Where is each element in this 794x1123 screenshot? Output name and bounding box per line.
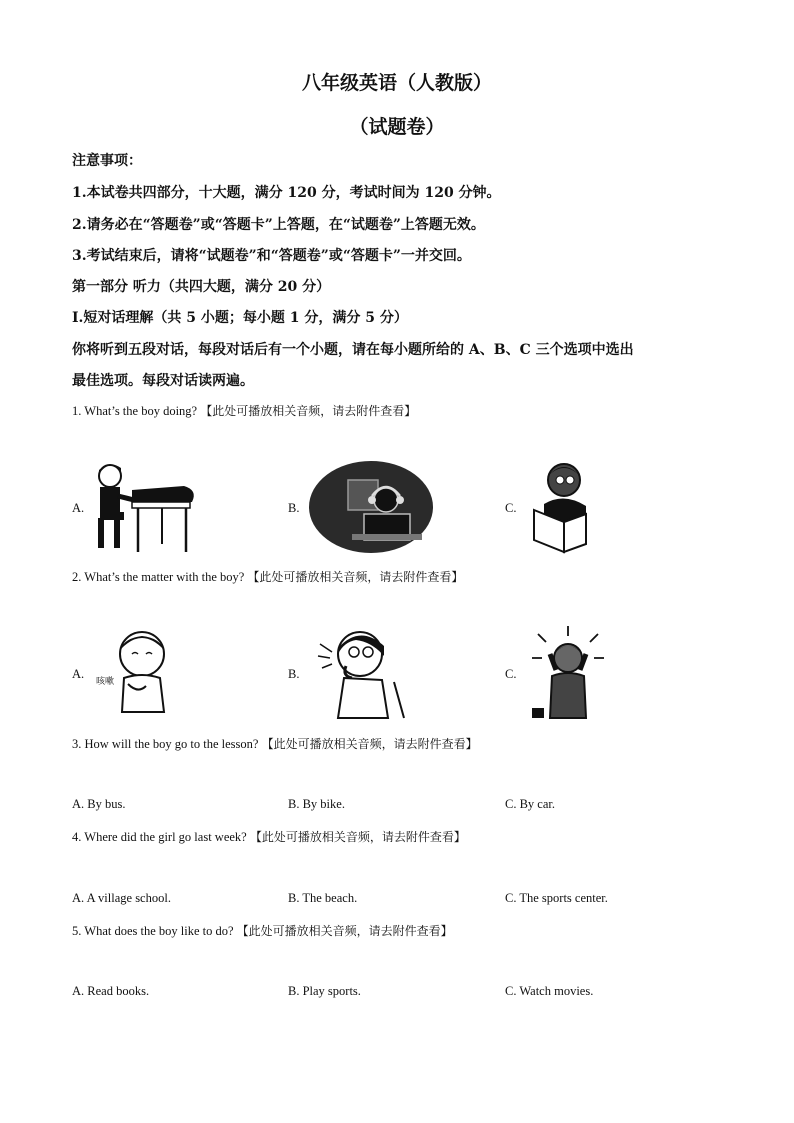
question-stem: 3. How will the boy go to the lesson?	[72, 737, 259, 751]
question-1	[72, 402, 416, 419]
boy-with-headphones-image	[308, 460, 434, 554]
page-title: 八年级英语（人教版）	[301, 72, 492, 94]
q5-option-c: C. Watch movies.	[505, 984, 594, 998]
boy-with-headache-image	[528, 624, 608, 720]
question-stem: 4. Where did the girl go last week?	[72, 830, 247, 844]
q1-option-c-label: C.	[505, 501, 517, 515]
q4-option-b: B. The beach.	[288, 891, 358, 905]
question-4	[72, 828, 466, 845]
instruction-line-2: 最佳选项。每段对话读两遍。	[72, 373, 254, 389]
audio-note[interactable]: 【此处可播放相关音频，请去附件查看】	[247, 570, 464, 584]
notice-item-2: 2.请务必在“答题卷”或“答题卡”上答题，在“试题卷”上答题无效。	[72, 217, 485, 233]
question-stem: 1. What’s the boy doing?	[72, 404, 198, 418]
q2-option-b-label: B.	[288, 667, 300, 681]
question-3	[72, 735, 478, 752]
question-2	[72, 568, 463, 585]
q2-option-a-label: A.	[72, 667, 85, 681]
cough-text: 咳嗽	[96, 677, 115, 687]
notice-item-1: 1.本试卷共四部分，十大题，满分 120 分，考试时间为 120 分钟。	[72, 185, 501, 201]
q5-option-b: B. Play sports.	[288, 984, 361, 998]
notice-item-3: 3.考试结束后，请将“试题卷”和“答题卷”或“答题卡”一并交回。	[72, 248, 471, 264]
q1-option-a-label: A.	[72, 501, 85, 515]
audio-note[interactable]: 【此处可播放相关音频，请去附件查看】	[200, 404, 417, 418]
q2-option-c-label: C.	[505, 667, 517, 681]
question-stem: 2. What’s the matter with the boy?	[72, 570, 245, 584]
audio-note[interactable]: 【此处可播放相关音频，请去附件查看】	[236, 924, 453, 938]
instruction-line-1: 你将听到五段对话，每段对话后有一个小题，请在每小题所给的 A、B、C 三个选项中选出	[72, 342, 634, 358]
q5-option-a: A. Read books.	[72, 984, 150, 998]
q4-option-a: A. A village school.	[72, 891, 171, 905]
q3-option-b: B. By bike.	[288, 797, 345, 811]
q1-option-b-label: B.	[288, 501, 300, 515]
boy-coughing-image	[94, 624, 184, 720]
boy-reading-book-image	[528, 460, 592, 554]
audio-note[interactable]: 【此处可播放相关音频，请去附件查看】	[261, 737, 478, 751]
page-subtitle: （试题卷）	[349, 116, 445, 138]
q4-option-c: C. The sports center.	[505, 891, 608, 905]
question-stem: 5. What does the boy like to do?	[72, 924, 234, 938]
question-5	[72, 922, 453, 939]
q3-option-c: C. By car.	[505, 797, 555, 811]
boy-playing-piano-image	[88, 460, 200, 554]
section1-heading: Ⅰ.短对话理解（共 5 小题；每小题 1 分，满分 5 分）	[72, 310, 408, 326]
notice-heading: 注意事项：	[72, 153, 142, 169]
boy-with-toothache-image	[312, 622, 412, 720]
part1-heading: 第一部分 听力（共四大题，满分 20 分）	[72, 279, 331, 295]
q3-option-a: A. By bus.	[72, 797, 126, 811]
audio-note[interactable]: 【此处可播放相关音频，请去附件查看】	[249, 830, 466, 844]
